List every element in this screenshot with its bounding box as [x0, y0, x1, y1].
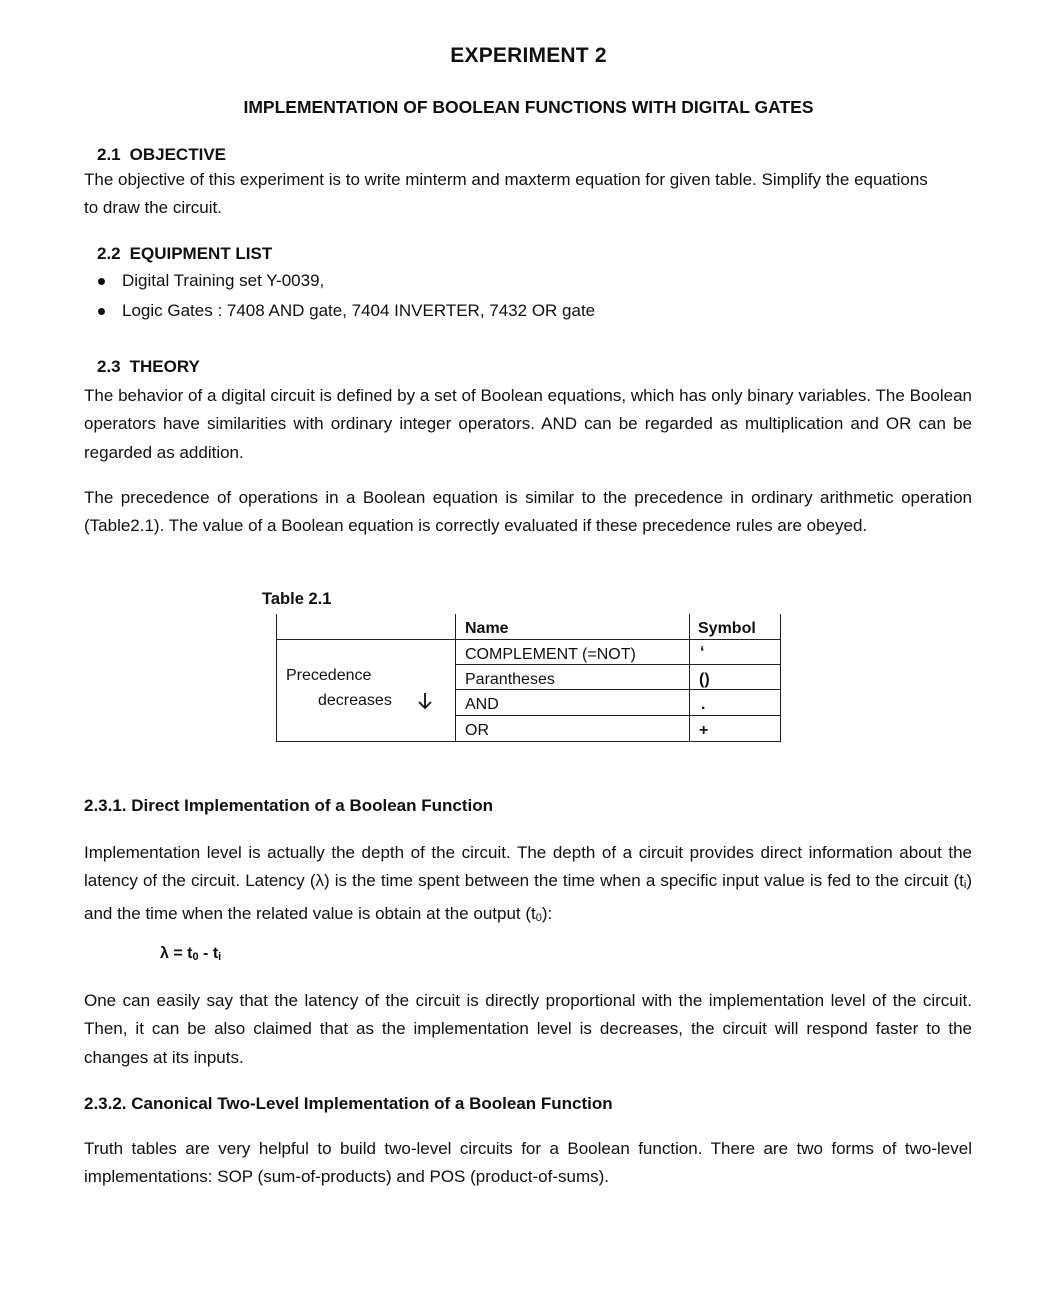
table-cell-symbol: + [699, 722, 709, 739]
theory-heading [97, 357, 200, 377]
list-item [96, 266, 595, 296]
table-border [455, 715, 781, 716]
table-header-symbol: Symbol [698, 620, 756, 637]
table-border [455, 664, 781, 665]
subscript-o: 0 [535, 911, 542, 924]
table-border [780, 614, 781, 742]
table-cell-symbol: ‘ [700, 644, 705, 661]
theory-heading-text: THEORY [129, 357, 200, 376]
table-border [276, 639, 781, 640]
table-border [689, 614, 690, 742]
section-232-paragraph: Truth tables are very helpful to build two-level circuits for a Boolean function. There are two forms of two-level implementations: SOP (sum-of-products) and POS (product-of-sums). [84, 1139, 972, 1187]
table-border [276, 614, 277, 742]
equipment-item-text: Digital Training set Y-0039, [122, 271, 325, 290]
section-232-heading: 2.3.2. Canonical Two-Level Implementation of a Boolean Function [84, 1094, 613, 1113]
table-header-name: Name [465, 620, 509, 637]
bullet-icon [98, 278, 105, 285]
section-231-paragraph-1 [84, 839, 972, 932]
table-border [276, 741, 781, 742]
table-cell-symbol: . [701, 696, 706, 713]
bullet-icon [98, 308, 105, 315]
table-cell-name: OR [465, 722, 489, 739]
precedence-label: Precedence [286, 667, 372, 684]
section-231-heading: 2.3.1. Direct Implementation of a Boolean Function [84, 796, 494, 815]
list-item [96, 296, 595, 326]
theory-paragraph-1: The behavior of a digital circuit is defined by a set of Boolean equations, which has only binary variables. The Boolean operators have similarities with ordinary integer operators. AND can be regarded as multiplication and OR can be regarded as addition. [84, 386, 972, 462]
equipment-heading-text: EQUIPMENT LIST [129, 244, 273, 263]
formula-subscript-i: i [218, 951, 222, 963]
subscript-i: i [963, 879, 967, 892]
latency-text-end: ): [541, 903, 553, 923]
theory-paragraph-2: The precedence of operations in a Boolean equation is similar to the precedence in ordinary arithmetic operation (Table2.1). The value of a Boolean equation is correctly evaluated if these precedence rules are obeyed. [84, 488, 972, 536]
theory-number: 2.3 [97, 357, 121, 376]
objective-heading-text: OBJECTIVE [129, 145, 226, 164]
document-title: EXPERIMENT 2 [450, 44, 607, 67]
table-cell-symbol: () [699, 671, 710, 688]
table-border [455, 614, 456, 742]
objective-heading [97, 145, 226, 165]
latency-text-start: Implementation level is actually the depth of the circuit. The depth of a circuit provides direct information about the latency of the circuit. Latency (λ) is the time spent between the time when a specific input value is fed to the circuit (t [84, 843, 972, 891]
precedence-table [276, 614, 781, 742]
equipment-list [96, 266, 595, 326]
equipment-item-text: Logic Gates : 7408 AND gate, 7404 INVERTER, 7432 OR gate [122, 301, 596, 320]
objective-number: 2.1 [97, 145, 121, 164]
section-231-paragraph-2: One can easily say that the latency of the circuit is directly proportional with the implementation level of the circuit. Then, it can be also claimed that as the implementation level is decreases, the circuit will respond faster to the changes at its inputs. [84, 991, 972, 1067]
formula-subscript-o: 0 [192, 951, 199, 963]
table-border [455, 689, 781, 690]
table-cell-name: COMPLEMENT (=NOT) [465, 646, 636, 663]
formula-lhs: λ = t [160, 945, 193, 962]
table-cell-name: Parantheses [465, 671, 555, 688]
arrow-down-icon [417, 691, 433, 711]
latency-formula [160, 945, 221, 963]
table-caption: Table 2.1 [262, 590, 332, 608]
formula-mid: - t [198, 945, 219, 962]
document-subtitle: IMPLEMENTATION OF BOOLEAN FUNCTIONS WITH DIGITAL GATES [243, 97, 814, 117]
equipment-heading [97, 244, 272, 264]
table-cell-name: AND [465, 696, 499, 713]
latency-text-middle: ) and the time when the related value is obtain at the output (t [84, 871, 972, 923]
precedence-decreases-label: decreases [318, 692, 392, 709]
objective-text: The objective of this experiment is to write minterm and maxterm equation for given table. Simplify the equations to draw the circuit. [84, 170, 928, 218]
equipment-number: 2.2 [97, 244, 121, 263]
